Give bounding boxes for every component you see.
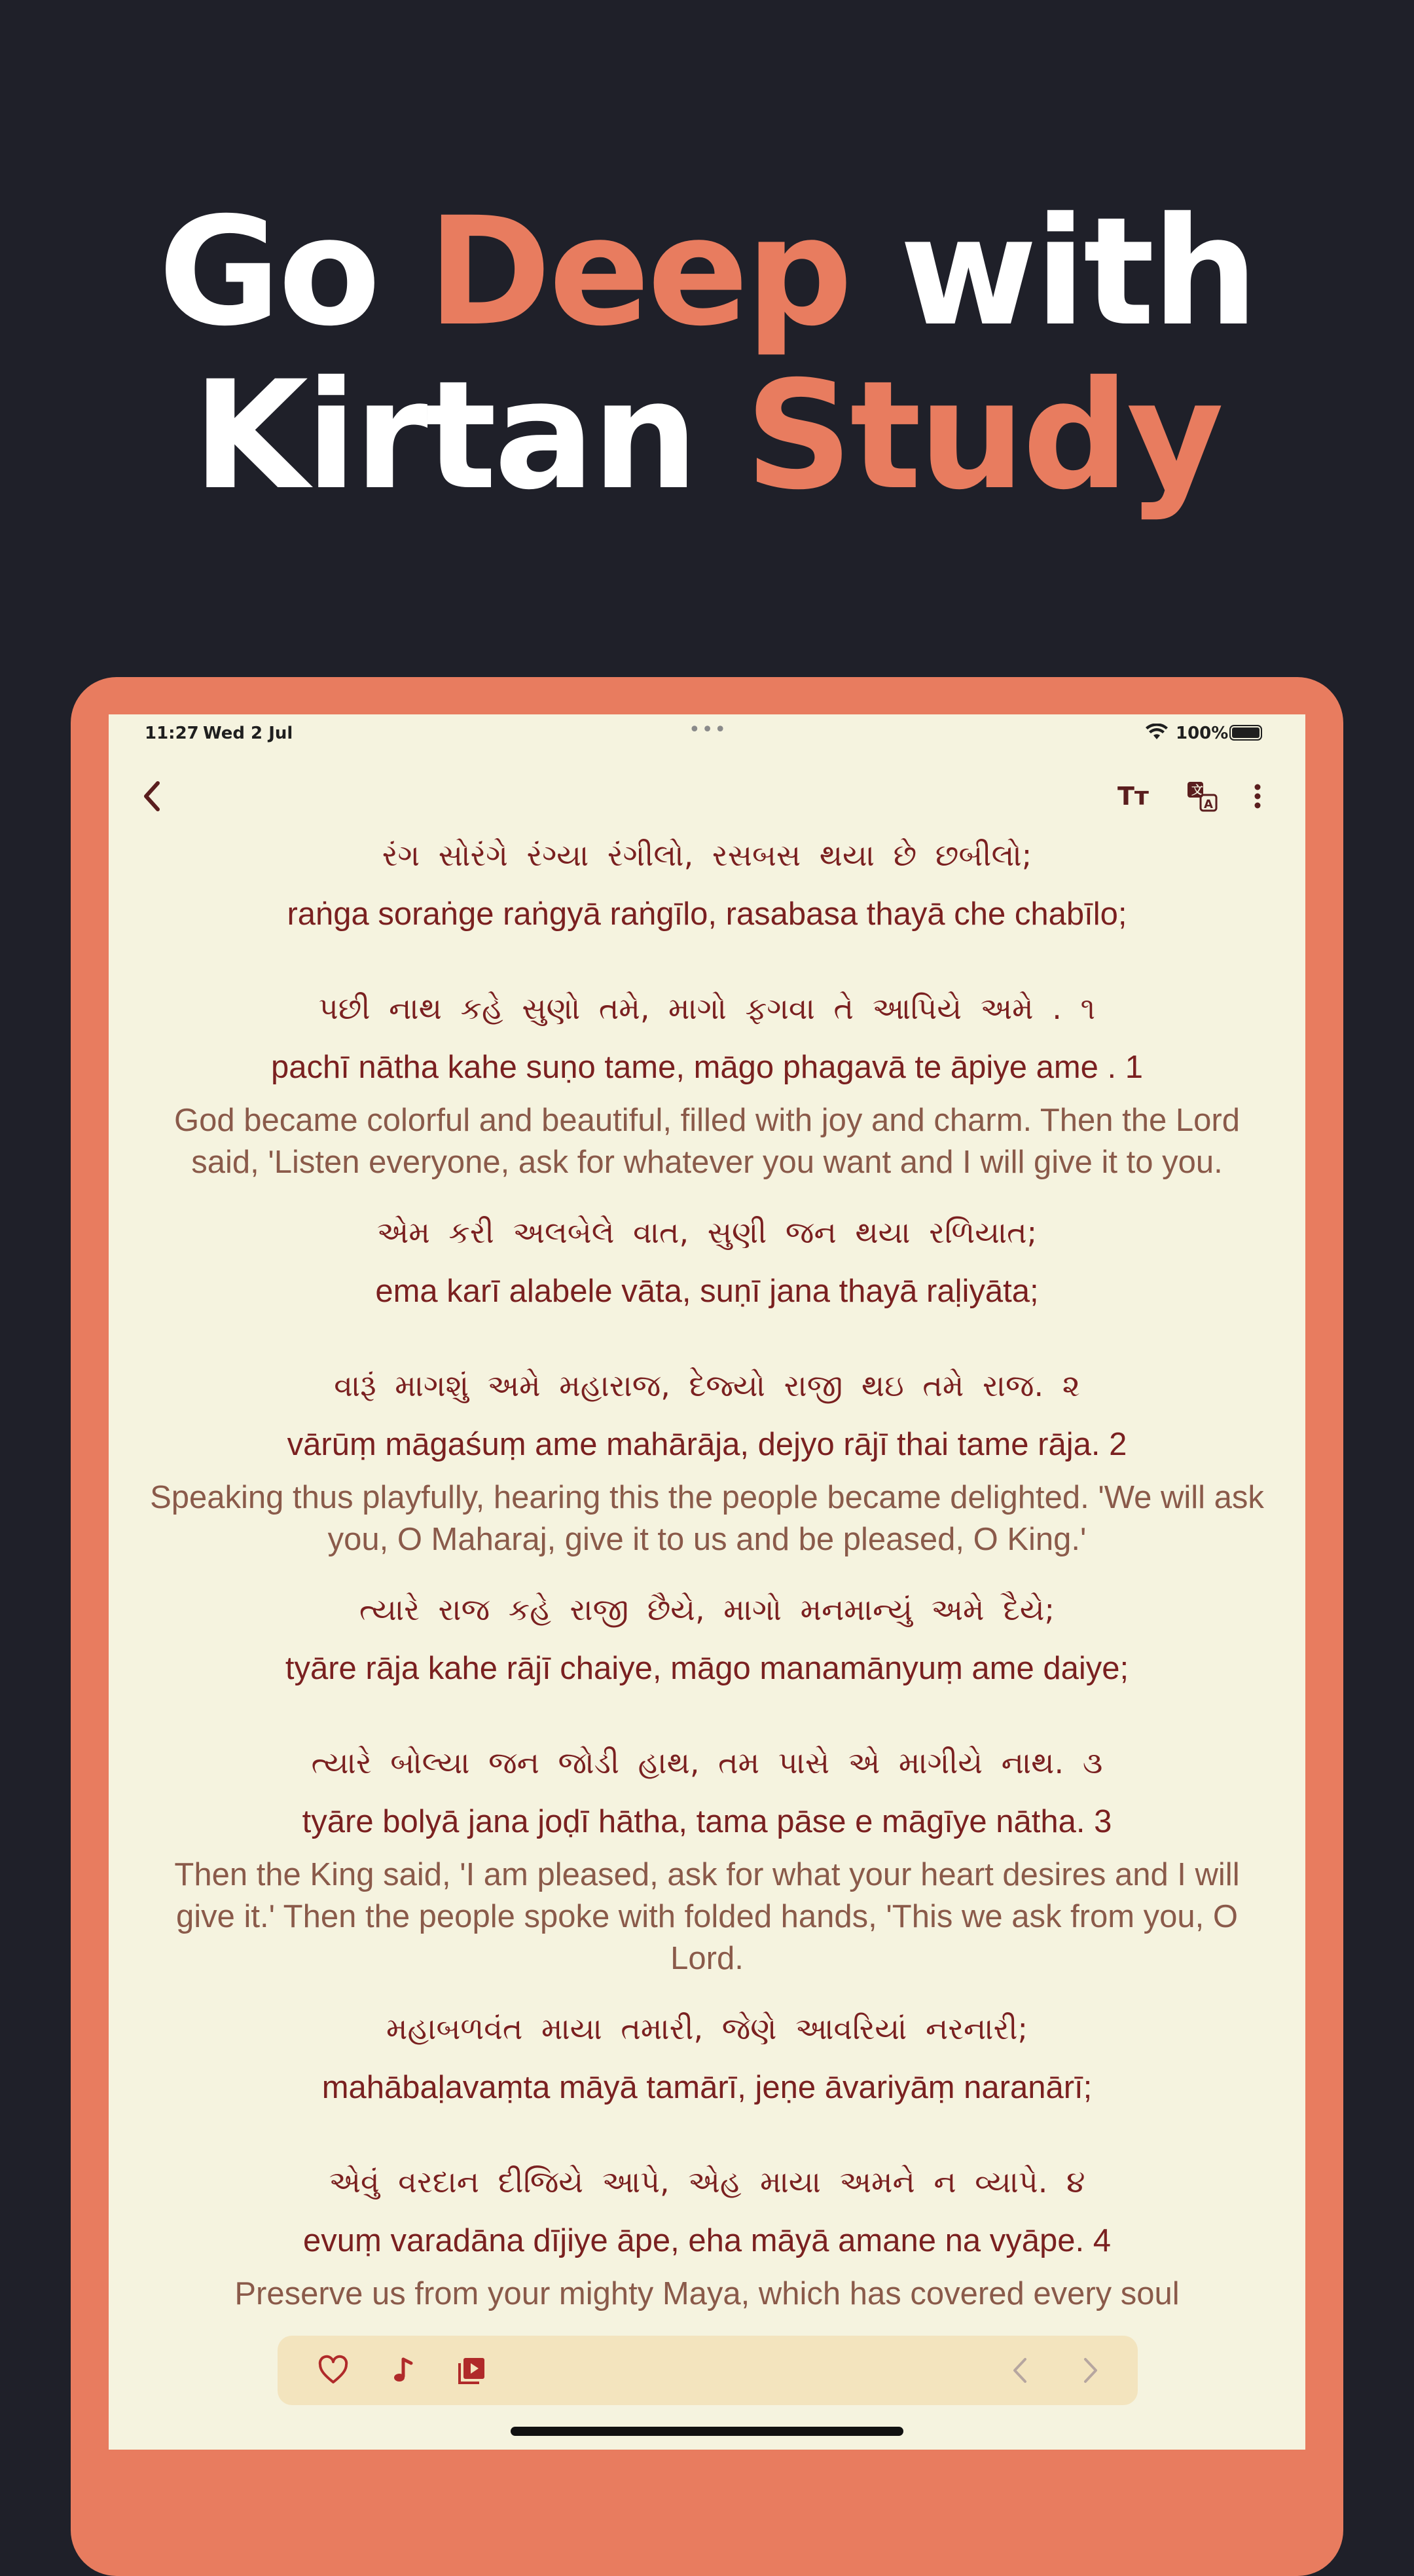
heart-icon: [317, 2354, 350, 2387]
gujarati-line: એમ કરી અલબેલે વાત, સુણી જન થયા રળિયાત;: [376, 1215, 1038, 1250]
video-button[interactable]: [456, 2354, 488, 2387]
battery-percent: 100%: [1176, 724, 1229, 743]
verse-block: [109, 826, 1305, 1183]
text-size-icon: Tт: [1117, 782, 1149, 811]
gujarati-line: ત્યારે રાજ કહે રાજી છૈયે, માગો મનમાન્યું અમે દૈયે;: [359, 1592, 1055, 1627]
verse-block: [109, 1999, 1305, 2315]
status-date: Wed 2 Jul: [203, 724, 293, 743]
transliteration-line: pachī nātha kahe suṇo tame, māgo phagavā te āpiye ame . 1: [270, 1050, 1144, 1085]
transliteration-line: vārūṃ māgaśuṃ ame mahārāja, dejyo rājī thai tame rāja. 2: [287, 1427, 1127, 1462]
transliteration-line: evuṃ varadāna dījiye āpe, eha māyā amane na vyāpe. 4: [303, 2223, 1111, 2258]
gujarati-line: રંગ સોરંગે રંગ્યા રંગીલો, રસબસ થયા છે છબીલો;: [382, 837, 1032, 873]
translation-text: Speaking thus playfully, hearing this the people became delighted. 'We will ask you, O Maharaj, give it to us and be pleased, O King.': [150, 1480, 1264, 1557]
audio-button[interactable]: [388, 2354, 420, 2387]
wifi-icon: [1146, 724, 1168, 741]
verse-block: [109, 1580, 1305, 1979]
favorite-button[interactable]: [317, 2354, 350, 2387]
gujarati-line: પછી નાથ કહે સુણો તમે, માગો ફગવા તે આપિયે અમે . ૧: [318, 991, 1096, 1026]
translation-text: Preserve us from your mighty Maya, which has covered every soul: [234, 2276, 1180, 2311]
transliteration-line: tyāre rāja kahe rājī chaiye, māgo manamānyuṃ ame daiye;: [285, 1651, 1129, 1686]
gujarati-line: મહાબળવંત માયા તમારી, જેણે આવરિયાં નરનારી;: [386, 2011, 1028, 2046]
next-verse-button[interactable]: [1074, 2354, 1106, 2387]
verse-block: [109, 1203, 1305, 1560]
tablet-screen: [109, 714, 1305, 2450]
translate-button[interactable]: [1179, 773, 1225, 819]
bottom-action-bar: [278, 2336, 1138, 2405]
headline-word-go: Go: [158, 185, 378, 359]
back-button[interactable]: [135, 773, 168, 819]
transliteration-line: tyāre bolyā jana joḍī hātha, tama pāse e māgīye nātha. 3: [302, 1804, 1112, 1839]
headline-line-2: [0, 348, 1414, 523]
headline-word-study: Study: [745, 348, 1222, 523]
more-options-button[interactable]: [1241, 773, 1274, 819]
svg-text:A: A: [1204, 798, 1213, 811]
transliteration-line: mahābaḷavaṃta māyā tamārī, jeṇe āvariyāṃ naranārī;: [321, 2070, 1093, 2105]
promo-headline: [0, 185, 1414, 523]
translation-text: God became colorful and beautiful, filled with joy and charm. Then the Lord said, 'Listen everyone, ask for whatever you want and I will give it to you.: [174, 1103, 1240, 1180]
chevron-right-icon: [1074, 2354, 1106, 2387]
text-size-button[interactable]: [1110, 773, 1156, 819]
status-time: 11:27: [145, 724, 199, 743]
transliteration-line: ema karī alabele vāta, suṇī jana thayā raḷiyāta;: [375, 1274, 1039, 1309]
gujarati-line: એવું વરદાન દીજિયે આપે, એહ માયા અમને ન વ્યાપે. ૪: [329, 2164, 1085, 2199]
gujarati-line: ત્યારે બોલ્યા જન જોડી હાથ, તમ પાસે એ માગીયે નાથ. ૩: [311, 1745, 1103, 1780]
headline-word-kirtan: Kirtan: [192, 348, 696, 523]
headline-word-with: with: [899, 185, 1256, 359]
battery-icon: [1229, 725, 1262, 741]
headline-word-deep: Deep: [427, 185, 850, 359]
video-library-icon: [456, 2354, 488, 2387]
headline-line-1: [0, 185, 1414, 359]
reader-toolbar: [109, 773, 1305, 826]
home-indicator[interactable]: [511, 2427, 903, 2436]
chevron-left-icon: [1004, 2354, 1037, 2387]
transliteration-line: raṅga soraṅge raṅgyā raṅgīlo, rasabasa thayā che chabīlo;: [287, 896, 1127, 932]
music-note-icon: [388, 2354, 420, 2387]
status-bar: [109, 714, 1305, 754]
translate-icon: [1186, 781, 1218, 812]
translation-text: Then the King said, 'I am pleased, ask for what your heart desires and I will give it.' Then the people spoke with folded hands, 'This we ask from you, O Lord.: [174, 1857, 1240, 1976]
more-vertical-icon: [1254, 783, 1261, 809]
kirtan-content: [109, 826, 1305, 2334]
gujarati-line: વારૂં માગશું અમે મહારાજ, દેજ્યો રાજી થઇ તમે રાજ. ૨: [334, 1368, 1080, 1403]
multitasking-dots-icon[interactable]: •••: [689, 718, 728, 741]
svg-text:文: 文: [1191, 784, 1203, 798]
previous-verse-button[interactable]: [1004, 2354, 1037, 2387]
chevron-left-icon: [141, 781, 162, 812]
